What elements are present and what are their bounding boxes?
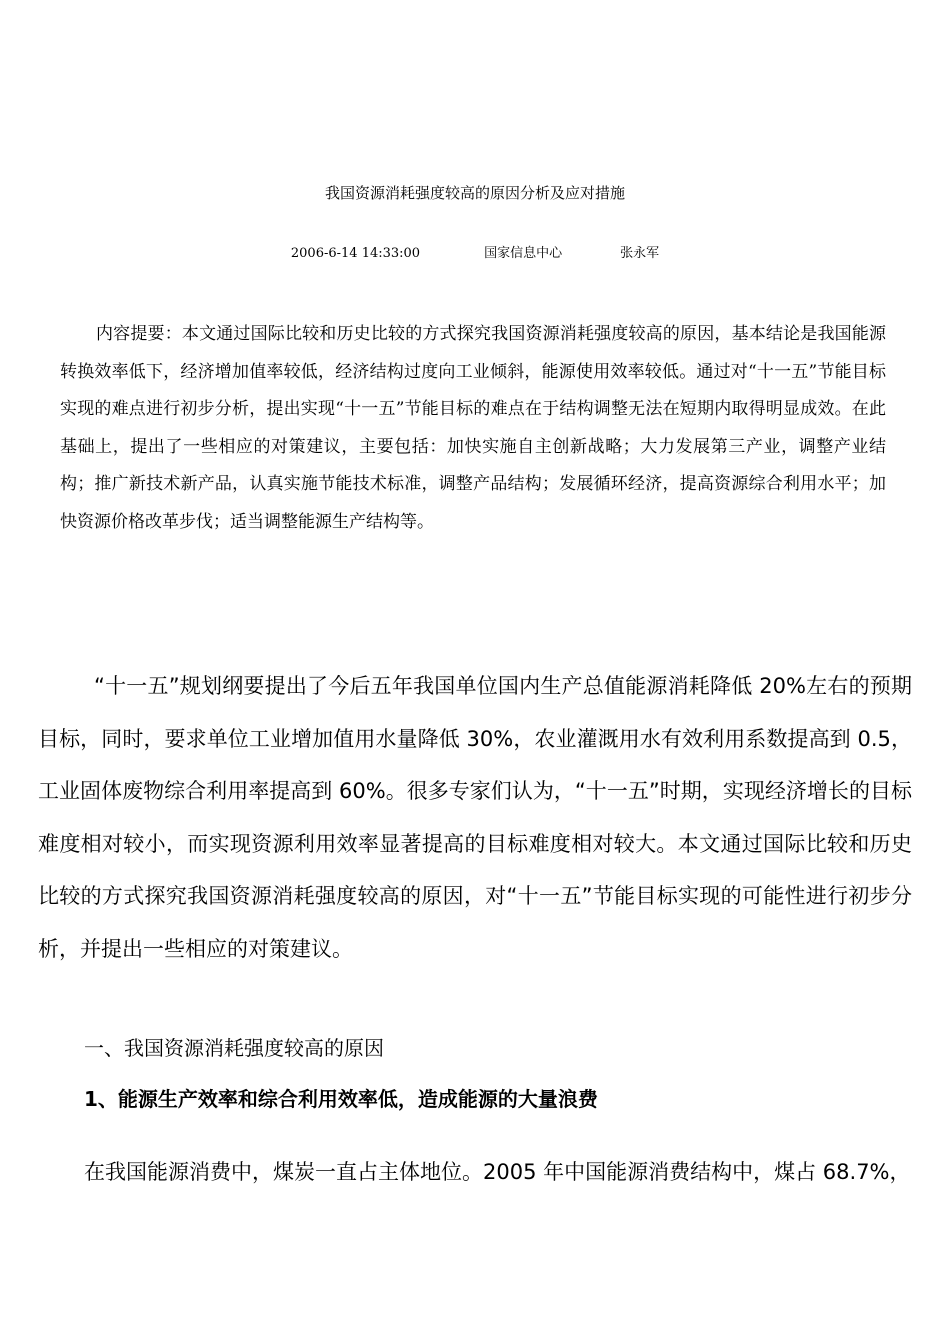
article-title: 我国资源消耗强度较高的原因分析及应对措施 <box>324 184 625 202</box>
publish-date: 2006-6-14 14:33:00 <box>290 246 421 261</box>
article-source: 国家信息中心 <box>484 246 563 261</box>
section-paragraph: 在我国能源消费中，煤炭一直占主体地位。2005 年中国能源消费结构中，煤占 68.7%， <box>84 1160 911 1184</box>
article-meta <box>0 244 950 264</box>
abstract-paragraph: 内容提要：本文通过国际比较和历史比较的方式探究我国资源消耗强度较高的原因，基本结论是我国能源转换效率低下，经济增加值率较低，经济结构过度向工业倾斜，能源使用效率较低。通过对“十一五”节能目标实现的难点进行初步分析，提出实现“十一五”节能目标的难点在于结构调整无法在短期内取得明显成效。在此基础上，提出了一些相应的对策建议，主要包括：加快实施自主创新战略；大力发展第三产业，调整产业结构；推广新技术新产品，认真实施节能技术标准，调整产品结构；发展循环经济，提高资源综合利用水平；加快资源价格改革步伐；适当调整能源生产结构等。 <box>60 324 886 532</box>
article-author: 张永军 <box>620 246 660 261</box>
section-heading: 一、我国资源消耗强度较高的原因 <box>84 1036 384 1060</box>
intro-paragraph: “十一五”规划纲要提出了今后五年我国单位国内生产总值能源消耗降低 20%左右的预期目标，同时，要求单位工业增加值用水量降低 30%，农业灌溉用水有效利用系数提高到 0.5，工业固体废物综合利用率提高到 60%。很多专家们认为，“十一五”时期，实现经济增长的目标难度相对较小，而实现资源利用效率显著提高的目标难度相对较大。本文通过国际比较和历史比较的方式探究我国资源消耗强度较高的原因，对“十一五”节能目标实现的可能性进行初步分析，并提出一些相应的对策建议。 <box>38 674 912 961</box>
subsection-heading: 1、能源生产效率和综合利用效率低，造成能源的大量浪费 <box>84 1087 598 1111</box>
